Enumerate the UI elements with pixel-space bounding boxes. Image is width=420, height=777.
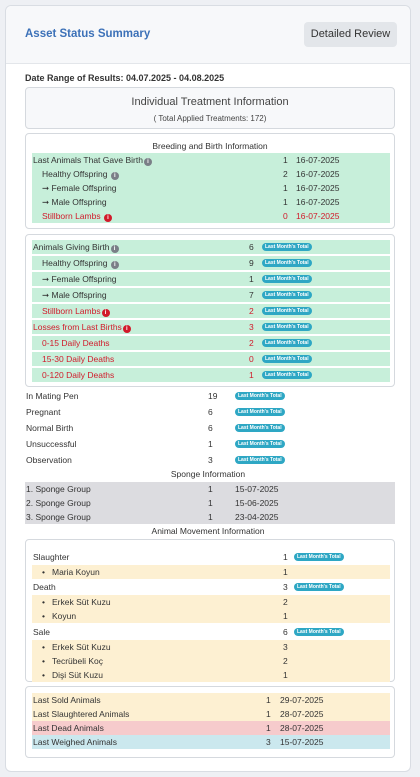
- row-value: 2: [283, 169, 288, 179]
- row-value: 6: [249, 242, 254, 252]
- breeding-row: [32, 195, 390, 209]
- last-month-badge: Last Month's Total: [262, 291, 312, 299]
- row-value: 19: [208, 391, 218, 401]
- row-value: 1: [266, 709, 271, 719]
- row-value: 1: [208, 484, 213, 494]
- asset-status-card: [5, 5, 411, 772]
- mating-row: [25, 389, 395, 403]
- row-label: Slaughter: [33, 552, 70, 562]
- movement-row: [32, 625, 390, 639]
- row-value: 1: [283, 670, 288, 680]
- row-label: Losses from Last Births: [33, 322, 122, 332]
- last-month-badge: Last Month's Total: [235, 456, 285, 464]
- last-month-badge: Last Month's Total: [235, 408, 285, 416]
- row-date: 16-07-2025: [296, 155, 340, 165]
- row-date: 15-06-2025: [235, 498, 279, 508]
- row-value: 1: [208, 498, 213, 508]
- row-date: 16-07-2025: [296, 169, 340, 179]
- last-month-badge: Last Month's Total: [262, 323, 312, 331]
- row-date: 16-07-2025: [296, 197, 340, 207]
- sponge-row: [25, 510, 395, 524]
- row-value: 1: [208, 439, 213, 449]
- row-label: Last Sold Animals: [33, 695, 101, 705]
- row-label: Erkek Süt Kuzu: [52, 597, 111, 607]
- sponge-row: [25, 496, 395, 510]
- mating-row: [25, 405, 395, 419]
- last-month-badge: Last Month's Total: [262, 259, 312, 267]
- sponge-row: [25, 482, 395, 496]
- info-icon[interactable]: i: [111, 261, 119, 269]
- giving-birth-row: [32, 336, 390, 350]
- row-value: 6: [283, 627, 288, 637]
- row-date: 28-07-2025: [280, 723, 324, 733]
- row-label: In Mating Pen: [26, 391, 79, 401]
- last-animals-row: [32, 707, 390, 721]
- row-value: 0: [249, 354, 254, 364]
- row-value: 0: [283, 211, 288, 221]
- giving-birth-row: [32, 304, 390, 318]
- treatment-title: Individual Treatment Information: [131, 96, 289, 108]
- bullet-icon: •: [42, 656, 45, 666]
- last-animals-row: [32, 735, 390, 749]
- last-month-badge: Last Month's Total: [235, 392, 285, 400]
- row-label: ➞ Female Offspring: [42, 183, 117, 193]
- movement-row: [32, 595, 390, 609]
- breeding-title: Breeding and Birth Information: [152, 141, 268, 151]
- last-month-badge: Last Month's Total: [262, 371, 312, 379]
- row-value: 3: [266, 737, 271, 747]
- treatment-subtitle: ( Total Applied Treatments: 172): [153, 114, 267, 123]
- row-value: 9: [249, 258, 254, 268]
- mating-row: [25, 421, 395, 435]
- movement-row: [32, 640, 390, 654]
- row-date: 15-07-2025: [235, 484, 279, 494]
- row-label: Pregnant: [26, 407, 61, 417]
- row-label: Last Animals That Gave Birth: [33, 155, 143, 165]
- row-value: 1: [283, 197, 288, 207]
- giving-birth-row: [32, 320, 390, 334]
- row-label: Last Weighed Animals: [33, 737, 117, 747]
- row-value: 1: [283, 552, 288, 562]
- date-range: Date Range of Results: 04.07.2025 - 04.08.2025: [25, 73, 225, 83]
- breeding-row: [32, 181, 390, 195]
- row-value: 1: [249, 370, 254, 380]
- row-value: 1: [266, 723, 271, 733]
- bullet-icon: •: [42, 642, 45, 652]
- movement-row: [32, 609, 390, 623]
- detailed-review-button[interactable]: Detailed Review: [304, 22, 397, 47]
- breeding-box: [25, 133, 395, 229]
- row-value: 2: [283, 597, 288, 607]
- row-label: Healthy Offspring: [42, 169, 108, 179]
- last-month-badge: Last Month's Total: [262, 339, 312, 347]
- info-icon[interactable]: i: [111, 245, 119, 253]
- movement-title: Animal Movement Information: [151, 526, 265, 536]
- giving-birth-row: [32, 272, 390, 286]
- giving-birth-box: [25, 234, 395, 387]
- last-animals-row: [32, 721, 390, 735]
- row-label: Erkek Süt Kuzu: [52, 642, 111, 652]
- movement-row: [32, 668, 390, 682]
- row-label: 3. Sponge Group: [26, 512, 91, 522]
- row-value: 3: [208, 455, 213, 465]
- row-date: 23-04-2025: [235, 512, 279, 522]
- row-label: ➞ Male Offspring: [42, 290, 107, 300]
- row-label: ➞ Female Offspring: [42, 274, 117, 284]
- row-value: 1: [208, 512, 213, 522]
- giving-birth-row: [32, 256, 390, 270]
- row-label: Maria Koyun: [52, 567, 100, 577]
- row-label: ➞ Male Offspring: [42, 197, 107, 207]
- giving-birth-row: [32, 288, 390, 302]
- row-value: 1: [283, 567, 288, 577]
- row-value: 2: [249, 306, 254, 316]
- row-value: 3: [249, 322, 254, 332]
- info-icon[interactable]: i: [111, 172, 119, 180]
- bullet-icon: •: [42, 597, 45, 607]
- row-label: Stillborn Lambs: [42, 211, 101, 221]
- sponge-title: Sponge Information: [170, 469, 246, 479]
- mating-row: [25, 453, 395, 467]
- movement-row: [32, 654, 390, 668]
- row-label: 2. Sponge Group: [26, 498, 91, 508]
- row-label: Sale: [33, 627, 51, 637]
- last-month-badge: Last Month's Total: [235, 440, 285, 448]
- bullet-icon: •: [42, 611, 45, 621]
- row-label: Tecrübeli Koç: [52, 656, 104, 666]
- row-label: Healthy Offspring: [42, 258, 108, 268]
- row-date: 28-07-2025: [280, 709, 324, 719]
- breeding-row: [32, 209, 390, 223]
- breeding-row: [32, 153, 390, 167]
- row-label: Koyun: [52, 611, 77, 621]
- last-animals-row: [32, 693, 390, 707]
- row-label: 1. Sponge Group: [26, 484, 91, 494]
- last-month-badge: Last Month's Total: [262, 307, 312, 315]
- info-icon[interactable]: i: [123, 325, 131, 333]
- bullet-icon: •: [42, 567, 45, 577]
- row-label: Last Slaughtered Animals: [33, 709, 130, 719]
- card-header: [6, 6, 410, 64]
- row-value: 2: [283, 656, 288, 666]
- treatment-info-box: [25, 87, 395, 129]
- row-label: Observation: [26, 455, 72, 465]
- row-value: 1: [283, 611, 288, 621]
- breeding-row: [32, 167, 390, 181]
- movement-box: [25, 539, 395, 682]
- row-date: 15-07-2025: [280, 737, 324, 747]
- row-value: 7: [249, 290, 254, 300]
- row-value: 3: [283, 582, 288, 592]
- row-value: 1: [283, 155, 288, 165]
- last-month-badge: Last Month's Total: [235, 424, 285, 432]
- movement-row: [32, 550, 390, 564]
- info-icon[interactable]: i: [102, 309, 110, 317]
- row-label: Normal Birth: [26, 423, 74, 433]
- row-date: 29-07-2025: [280, 695, 324, 705]
- row-label: Dişi Süt Kuzu: [52, 670, 104, 680]
- info-icon[interactable]: i: [144, 158, 152, 166]
- row-value: 1: [266, 695, 271, 705]
- row-label: Animals Giving Birth: [33, 242, 110, 252]
- row-label: Unsuccessful: [26, 439, 77, 449]
- row-date: 16-07-2025: [296, 211, 340, 221]
- row-value: 6: [208, 423, 213, 433]
- row-label: Last Dead Animals: [33, 723, 104, 733]
- giving-birth-row: [32, 240, 390, 254]
- row-value: 3: [283, 642, 288, 652]
- row-value: 1: [283, 183, 288, 193]
- card-title: Asset Status Summary: [25, 28, 151, 40]
- movement-row: [32, 580, 390, 594]
- last-month-badge: Last Month's Total: [294, 553, 344, 561]
- last-month-badge: Last Month's Total: [262, 355, 312, 363]
- row-value: 6: [208, 407, 213, 417]
- row-date: 16-07-2025: [296, 183, 340, 193]
- row-label: 0-120 Daily Deaths: [42, 370, 115, 380]
- row-value: 2: [249, 338, 254, 348]
- row-value: 1: [249, 274, 254, 284]
- last-month-badge: Last Month's Total: [262, 243, 312, 251]
- giving-birth-row: [32, 352, 390, 366]
- last-animals-box: [25, 686, 395, 758]
- last-month-badge: Last Month's Total: [294, 628, 344, 636]
- row-label: Death: [33, 582, 56, 592]
- bullet-icon: •: [42, 670, 45, 680]
- info-icon[interactable]: i: [104, 214, 112, 222]
- last-month-badge: Last Month's Total: [262, 275, 312, 283]
- last-month-badge: Last Month's Total: [294, 583, 344, 591]
- movement-row: [32, 565, 390, 579]
- giving-birth-row: [32, 368, 390, 382]
- row-label: 0-15 Daily Deaths: [42, 338, 110, 348]
- row-label: 15-30 Daily Deaths: [42, 354, 115, 364]
- row-label: Stillborn Lambs: [42, 306, 101, 316]
- mating-row: [25, 437, 395, 451]
